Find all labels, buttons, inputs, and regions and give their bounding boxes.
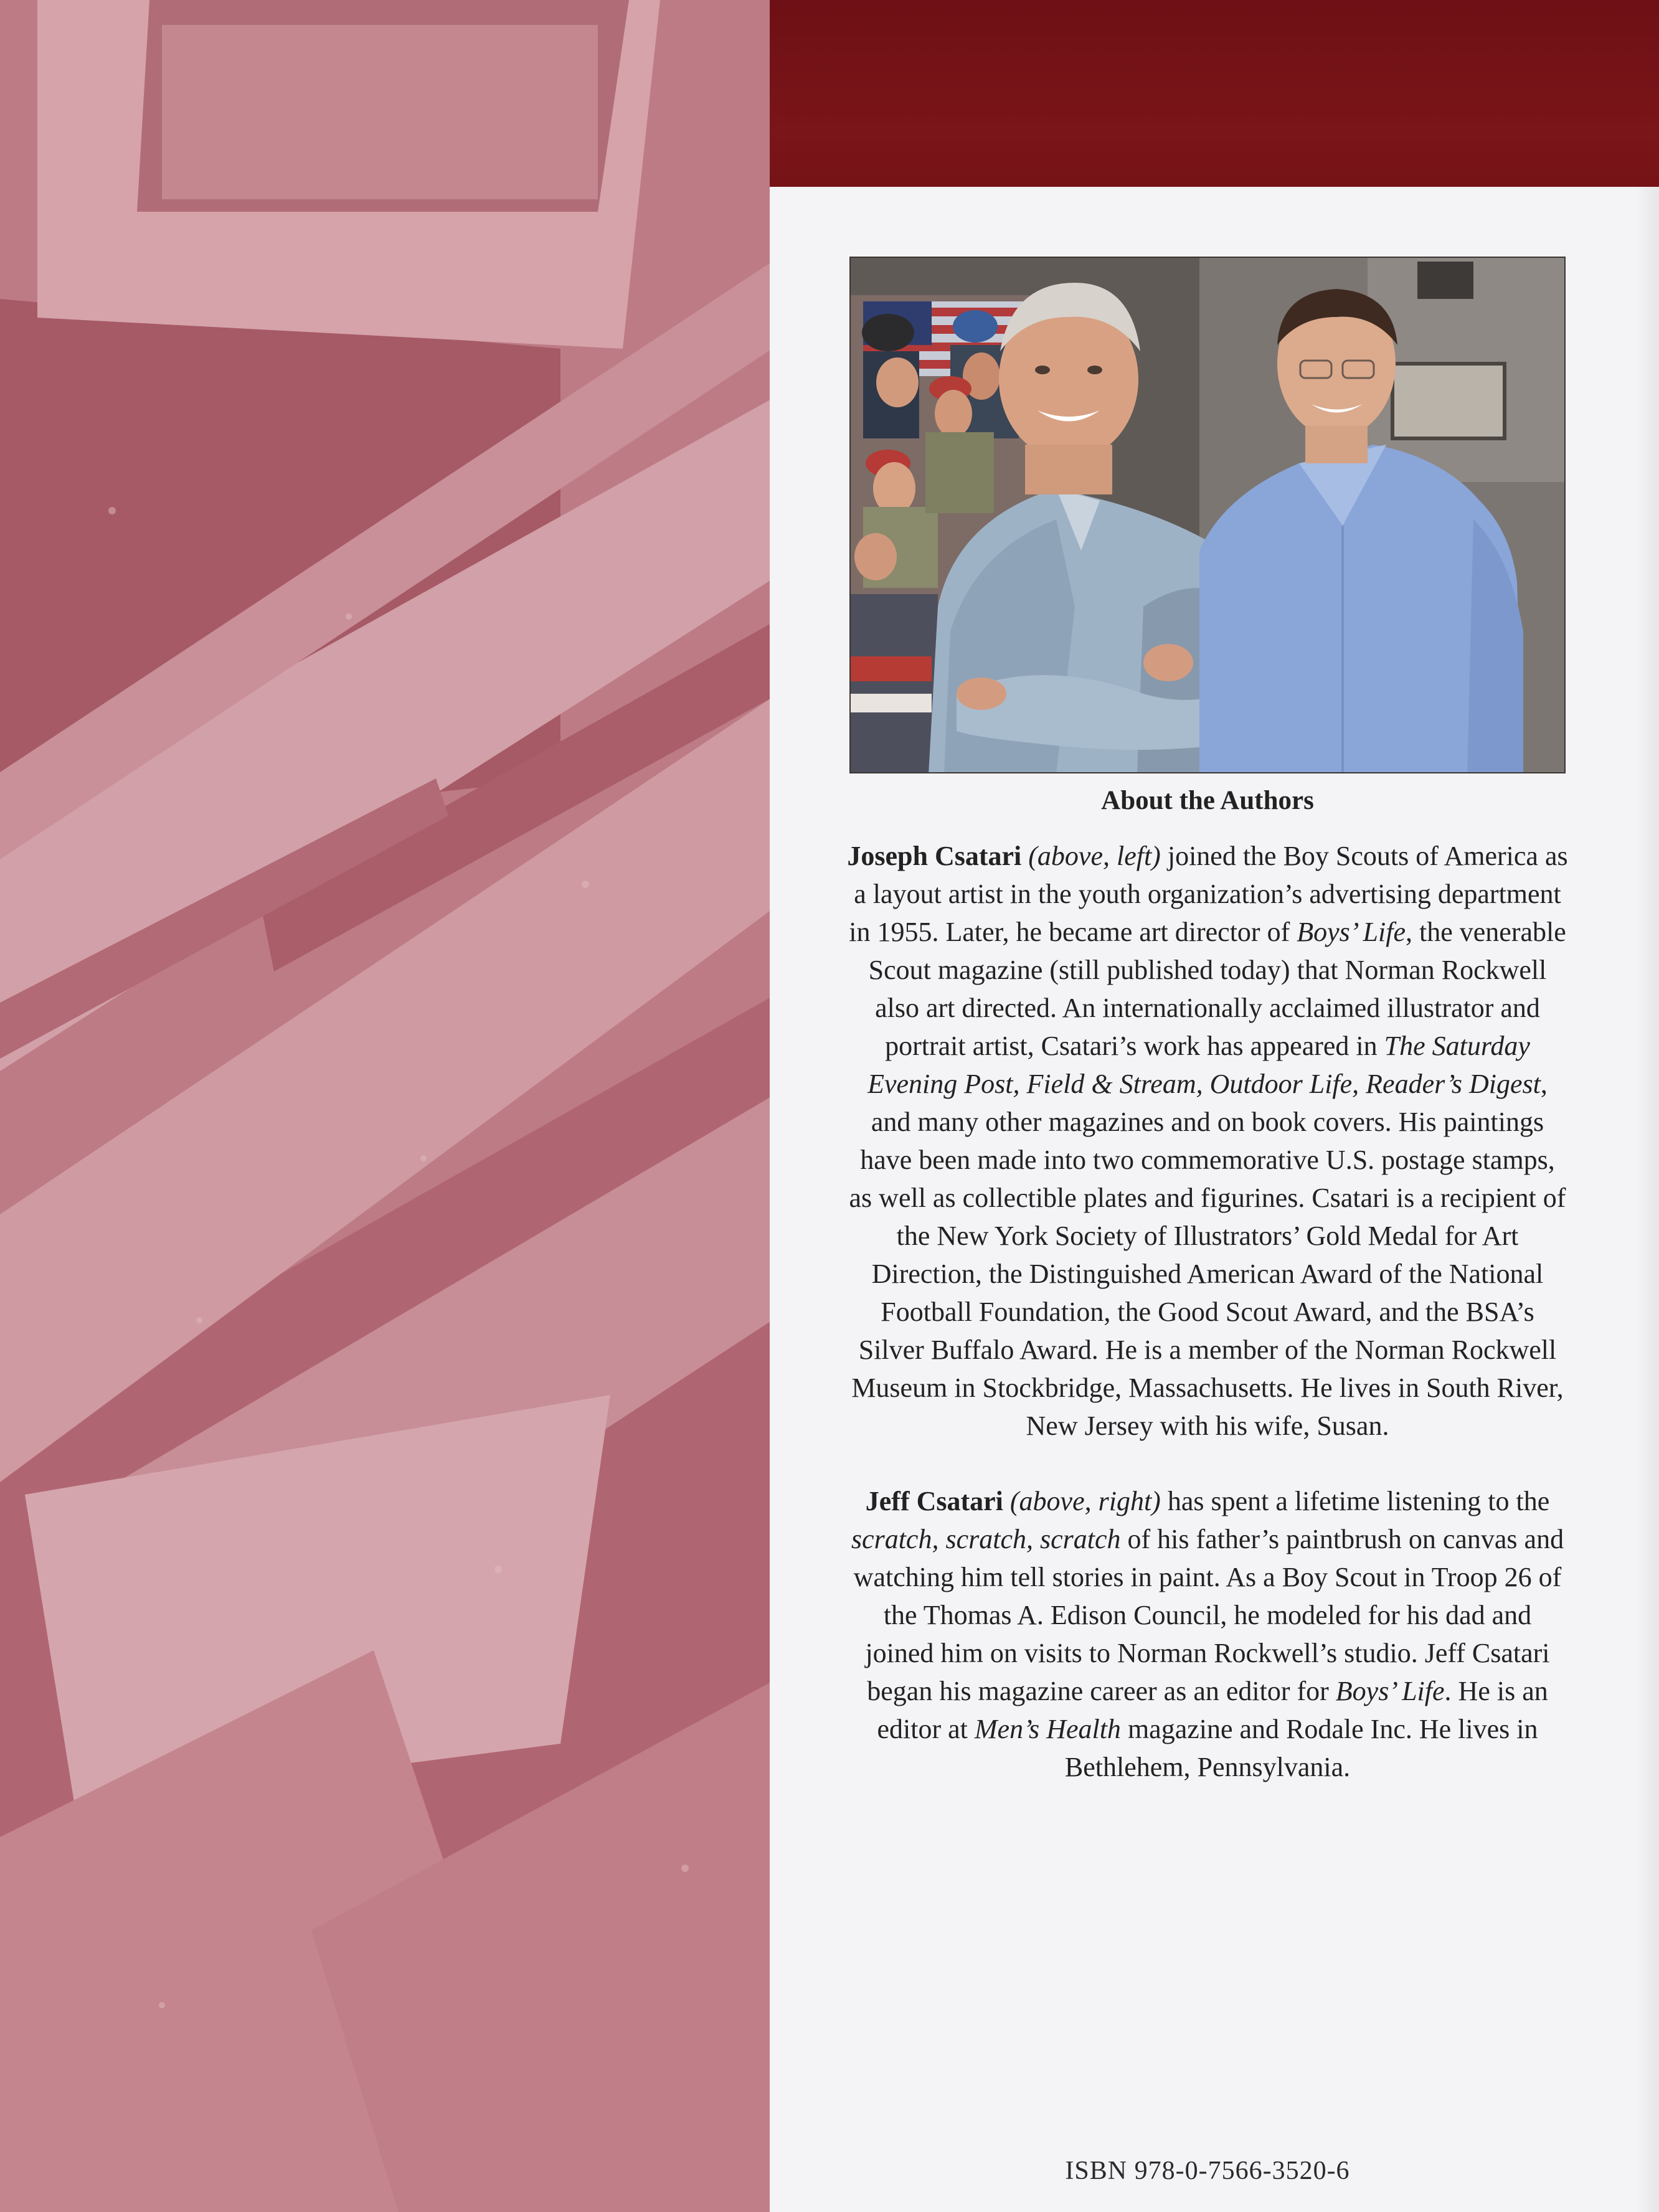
publication-boys-life: Boys’ Life <box>1297 917 1406 947</box>
bio-joseph-text-2: , the venerable Scout magazine (still published today) that Norman Rockwell also art directed. An internationally acclaimed illustrator and portrait artist, Csatari’s work has appeared in <box>868 917 1566 1061</box>
left-flap-image <box>0 0 772 2212</box>
bio-joseph-text-1: joined the Boy Scouts of America as a layout artist in the youth organization’s advertising department in 1955. Later, he became art director of <box>849 841 1568 947</box>
drafting-table-illustration <box>0 0 772 2212</box>
bio-jeff-text-1: has spent a lifetime listening to the <box>1160 1486 1550 1516</box>
authors-photo-illustration <box>851 258 1566 773</box>
publication-mens-health: Men’s Health <box>974 1714 1121 1744</box>
photo-position-note-left: (above, left) <box>1028 841 1161 871</box>
maroon-header-band <box>770 0 1659 187</box>
bio-joseph-text-3: , and many other magazines and on book covers. His paintings have been made into two commemorative U.S. postage stamps, as well as collectible plates and figurines. Csatari is a recipient of the New York Society of Illustrators’ Gold Medal for Art Direction, the Distinguished American Award of the National Football Foundation, the Good Scout Award, and the BSA’s Silver Buffalo Award. He is a member of the Norman Rockwell Museum in Stockbridge, Massachusetts. He lives in South River, New Jersey with his wife, Susan. <box>849 1069 1566 1441</box>
publication-boys-life: Boys’ Life <box>1335 1676 1445 1706</box>
page-edge-shadow <box>1637 187 1659 2212</box>
section-heading: About the Authors <box>1101 786 1314 815</box>
bio-jeff-csatari <box>847 1482 1568 1786</box>
publication-list: The Saturday Evening Post, Field & Stream, Outdoor Life, Reader’s Digest <box>867 1031 1541 1099</box>
photo-position-note-right: (above, right) <box>1009 1486 1161 1516</box>
author-name-joseph: Joseph Csatari <box>847 841 1022 871</box>
about-authors-section <box>847 783 1568 1823</box>
author-name-jeff: Jeff Csatari <box>865 1486 1003 1516</box>
scratch-phrase: scratch, scratch, scratch <box>851 1524 1121 1554</box>
bio-jeff-text-3: . He is an editor at <box>877 1676 1548 1744</box>
authors-photo <box>849 257 1566 773</box>
bio-jeff-text-2: of his father’s paintbrush on canvas and watching him tell stories in paint. As a Boy Scout in Troop 26 of the Thomas A. Edison Council, he modeled for his dad and joined him on visits to Norman Rockwell’s studio. Jeff Csatari began his magazine career as an editor for <box>853 1524 1564 1706</box>
bio-jeff-text-4: magazine and Rodale Inc. He lives in Bethlehem, Pennsylvania. <box>1064 1714 1538 1782</box>
bio-joseph-csatari <box>847 837 1568 1445</box>
isbn-number: ISBN 978-0-7566-3520-6 <box>1065 2157 1350 2185</box>
